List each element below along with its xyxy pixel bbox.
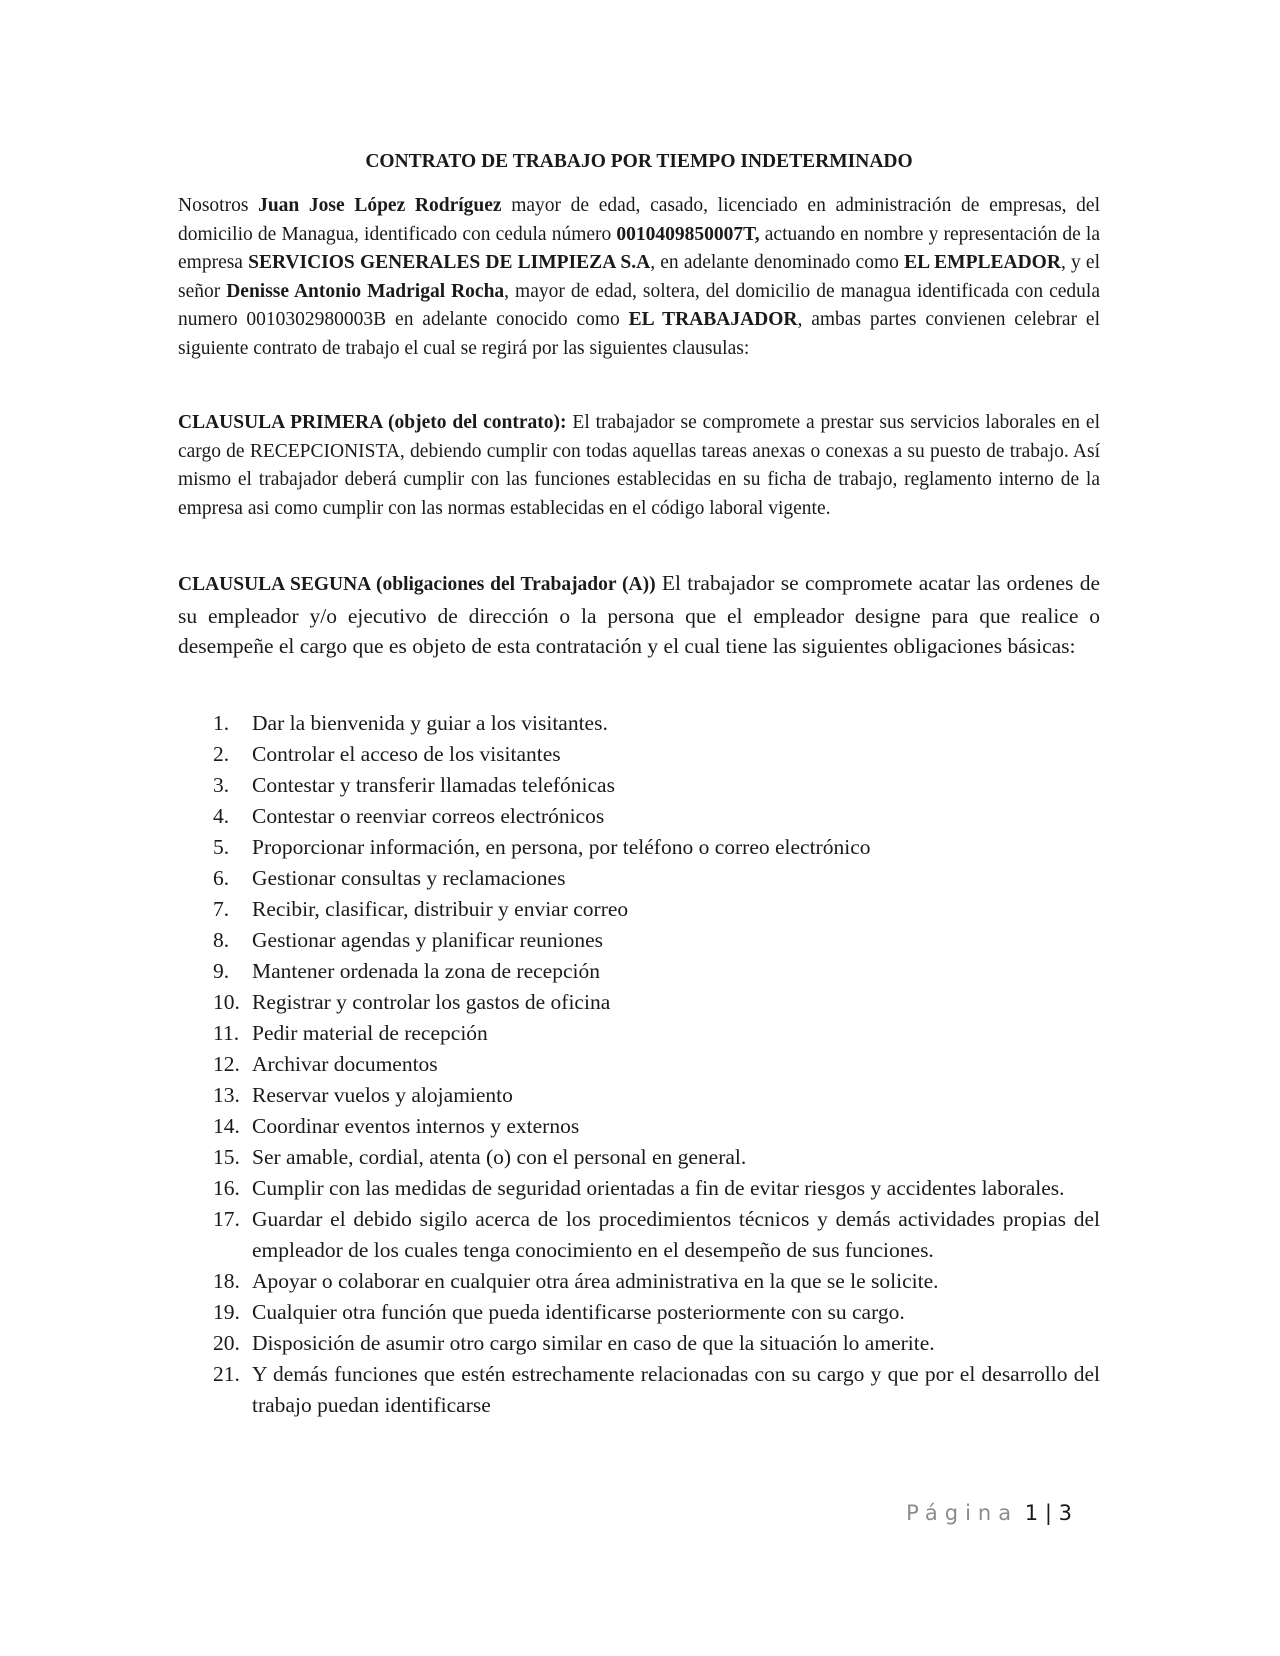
clause-1-heading: CLAUSULA PRIMERA (objeto del contrato): [178, 412, 567, 433]
list-item: 1. Dar la bienvenida y guiar a los visitantes. [213, 711, 608, 735]
list-item: 2. Controlar el acceso de los visitantes [213, 742, 561, 766]
clause-2-paragraph [178, 568, 1100, 662]
intro-paragraph: Nosotros Juan Jose López Rodríguez mayor de edad, casado, licenciado en administración de empresas, del domicilio de Managua, identificado con cedula número 0010409850007T, actuando en nombre y representación de la empresa SERVICIOS GENERALES DE LIMPIEZA S.A, en adelante denominado como EL EMPLEADOR, y el señor Denisse Antonio Madrigal Rocha, mayor de edad, soltera, del domicilio de managua identificada con cedula numero 0010302980003B en adelante conocido como EL TRABAJADOR, ambas partes convienen celebrar el siguiente contrato de trabajo el cual se regirá por las siguientes clausulas: [178, 195, 1101, 359]
clause-1-paragraph [178, 409, 1100, 523]
list-item: 21. Y demás funciones que estén estrechamente relacionadas con su cargo y que por el desarrollo del trabajo puedan identificarse [213, 1362, 1100, 1417]
list-item: 7. Recibir, clasificar, distribuir y enviar correo [213, 897, 629, 921]
document-title: CONTRATO DE TRABAJO POR TIEMPO INDETERMINADO [365, 151, 913, 172]
list-item: 5. Proporcionar información, en persona, por teléfono o correo electrónico [213, 835, 871, 859]
list-item: 18. Apoyar o colaborar en cualquier otra área administrativa en la que se le solicite. [213, 1269, 939, 1293]
list-item: 12. Archivar documentos [213, 1052, 438, 1076]
list-item: 6. Gestionar consultas y reclamaciones [213, 866, 566, 890]
list-item: 15. Ser amable, cordial, atenta (o) con el personal en general. [213, 1145, 747, 1169]
list-item: 4. Contestar o reenviar correos electrónicos [213, 804, 605, 828]
list-item: 13. Reservar vuelos y alojamiento [213, 1083, 513, 1107]
obligations-list [178, 708, 1100, 1421]
clause-2-body: El trabajador se compromete acatar las ordenes de su empleador y/o ejecutivo de dirección o la persona que el empleador designe para que realice o desempeñe el cargo que es objeto de esta contratación y el cual tiene las siguientes obligaciones básicas: [178, 571, 1100, 658]
clause-2-heading: CLAUSULA SEGUNA (obligaciones del Trabajador (A)) [178, 574, 656, 595]
list-item: 14. Coordinar eventos internos y externos [213, 1114, 580, 1138]
list-item: 9. Mantener ordenada la zona de recepción [213, 959, 600, 983]
list-item: 10. Registrar y controlar los gastos de oficina [213, 990, 611, 1014]
list-item: 20. Disposición de asumir otro cargo similar en caso de que la situación lo amerite. [213, 1331, 935, 1355]
page-separator: | [1044, 1501, 1052, 1525]
list-item: 11. Pedir material de recepción [213, 1021, 488, 1045]
clause-1-body: El trabajador se compromete a prestar sus servicios laborales en el cargo de RECEPCIONISTA, debiendo cumplir con todas aquellas tareas anexas o conexas a su puesto de trabajo. Así mismo el trabajador deberá cumplir con las funciones establecidas en su ficha de trabajo, reglamento interno de la empresa asi como cumplir con las normas establecidas en el código laboral vigente. [178, 412, 1101, 519]
employer-rep-name: Juan Jose López Rodríguez [258, 195, 502, 216]
company-name: SERVICIOS GENERALES DE LIMPIEZA S.A [248, 252, 651, 274]
list-item: 8. Gestionar agendas y planificar reuniones [213, 928, 604, 952]
worker-name: Denisse Antonio Madrigal Rocha [226, 280, 505, 302]
employer-label: EL EMPLEADOR [904, 252, 1061, 274]
worker-label: EL TRABAJADOR [628, 309, 798, 331]
page-label: Página [906, 1501, 1019, 1525]
page-footer [906, 1500, 1072, 1526]
employer-rep-id: 0010409850007T, [616, 223, 760, 245]
page-total: 3 [1058, 1501, 1072, 1525]
page-number: 1 [1024, 1501, 1039, 1525]
list-item: 17. Guardar el debido sigilo acerca de los procedimientos técnicos y demás actividades propias del empleador de los cuales tenga conocimiento en el desempeño de sus funciones. [213, 1207, 1100, 1262]
list-item: 3. Contestar y transferir llamadas telefónicas [213, 773, 615, 797]
list-item: 19. Cualquier otra función que pueda identificarse posteriormente con su cargo. [213, 1300, 905, 1324]
list-item: 16. Cumplir con las medidas de seguridad orientadas a fin de evitar riesgos y accidentes laborales. [213, 1176, 1065, 1200]
